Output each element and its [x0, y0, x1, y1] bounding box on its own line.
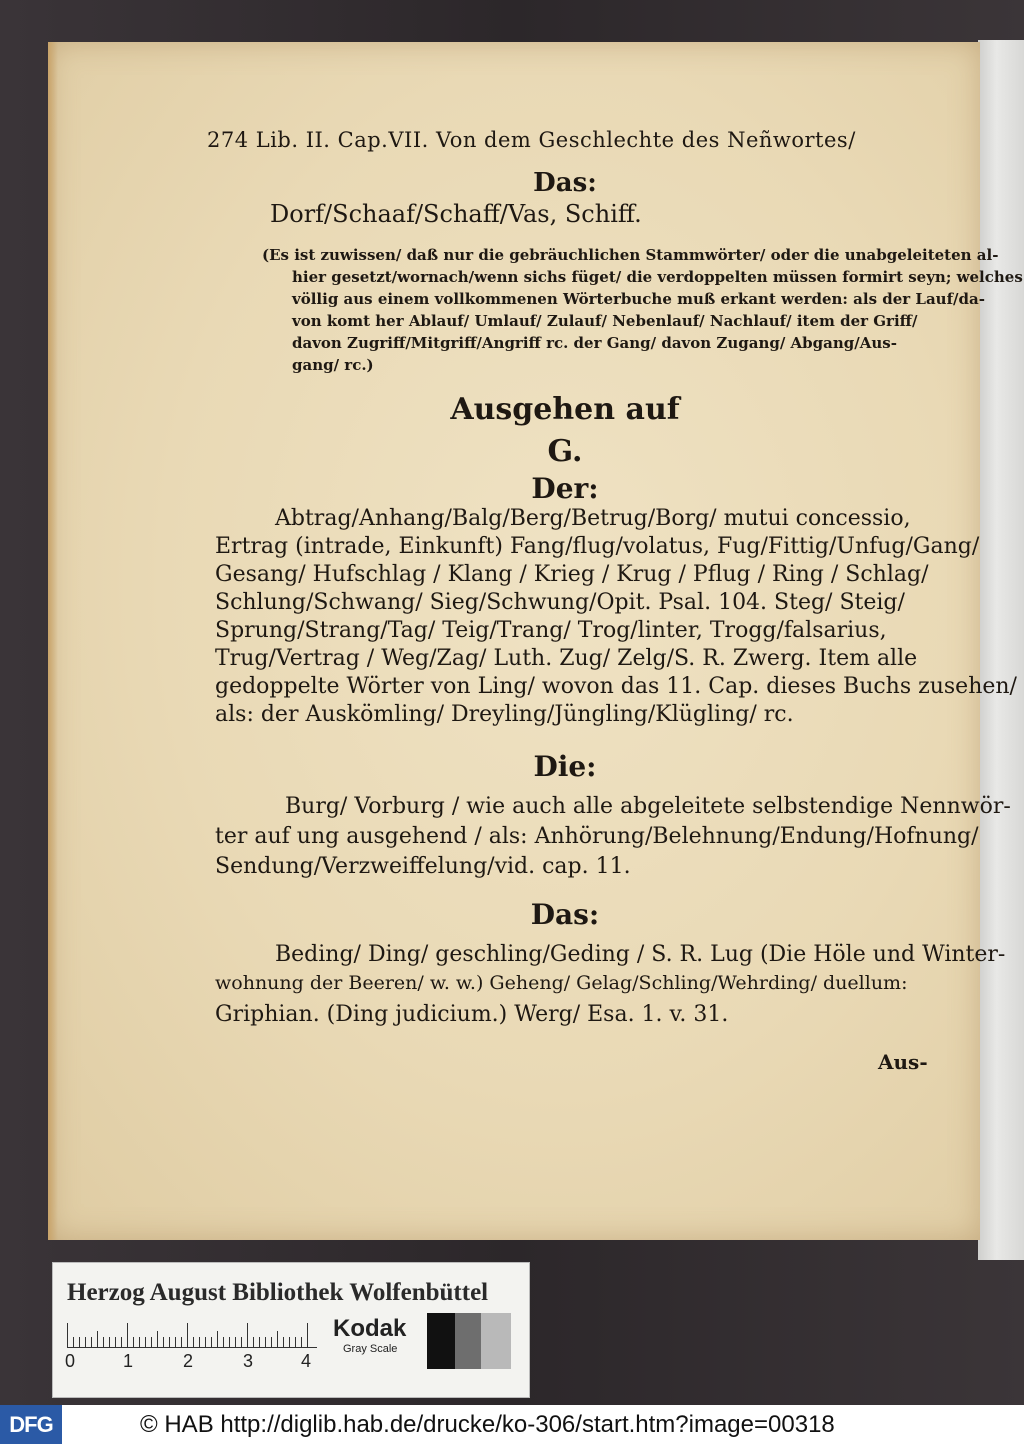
heading-letter: G. [547, 434, 583, 469]
ruler-tick [133, 1337, 134, 1347]
gray-swatch-black [427, 1313, 455, 1369]
body-line: Dorf/Schaaf/Schaff/Vas, Schiff. [270, 200, 642, 228]
ruler-tick [301, 1337, 302, 1347]
heading-die: Die: [533, 750, 597, 783]
ruler-tick [79, 1337, 80, 1347]
body-line: Schlung/Schwang/ Sieg/Schwung/Opit. Psal. 104. Steg/ Steig/ [215, 590, 905, 615]
body-line: gedoppelte Wörter von Ling/ wovon das 11. Cap. dieses Buchs zusehen/ [215, 674, 1017, 699]
ruler-tick [145, 1337, 146, 1347]
ruler-tick [193, 1337, 194, 1347]
running-head: 274 Lib. II. Cap.VII. Von dem Geschlechte des Neñwortes/ [207, 128, 856, 152]
ruler-number: 3 [243, 1351, 254, 1371]
gray-swatch-light [481, 1313, 511, 1369]
gray-scale-label: Gray Scale [343, 1343, 398, 1355]
ruler-tick [151, 1337, 152, 1347]
note-line: völlig aus einem vollkommenen Wörterbuche muß erkant werden: als der Lauf/da- [292, 290, 985, 308]
ruler-tick [211, 1337, 212, 1347]
body-line: als: der Auskömling/ Dreyling/Jüngling/Klügling/ rc. [215, 702, 794, 727]
ruler-tick [175, 1337, 176, 1347]
ruler-tick [127, 1323, 128, 1347]
kodak-logo: Kodak [333, 1315, 407, 1342]
body-line: Burg/ Vorburg / wie auch alle abgeleitete selbstendige Nennwör- [285, 794, 1011, 819]
ruler-number: 1 [123, 1351, 134, 1371]
ruler-tick [91, 1337, 92, 1347]
ruler-tick [271, 1337, 272, 1347]
ruler-tick [235, 1337, 236, 1347]
ruler-tick [265, 1337, 266, 1347]
next-page-edge [978, 40, 1024, 1260]
ruler-tick [97, 1331, 98, 1347]
ruler-tick [247, 1323, 248, 1347]
ruler-number: 2 [183, 1351, 194, 1371]
ruler-tick [109, 1337, 110, 1347]
ruler-tick [121, 1337, 122, 1347]
body-line: ter auf ung ausgehend / als: Anhörung/Belehnung/Endung/Hofnung/ [215, 824, 979, 849]
ruler-tick [259, 1337, 260, 1347]
footer-bar [0, 1405, 1024, 1444]
note-line: (Es ist zuwissen/ daß nur die gebräuchlichen Stammwörter/ oder die unabgeleiteten al- [262, 246, 999, 264]
body-line: Ertrag (intrade, Einkunft) Fang/flug/volatus, Fug/Fittig/Unfug/Gang/ [215, 534, 980, 559]
ruler-tick [157, 1331, 158, 1347]
body-line: Trug/Vertrag / Weg/Zag/ Luth. Zug/ Zelg/S. R. Zwerg. Item alle [215, 646, 918, 671]
copyright-url[interactable]: © HAB http://diglib.hab.de/drucke/ko-306/start.htm?image=00318 [140, 1411, 835, 1438]
note-line: gang/ rc.) [292, 356, 374, 374]
ruler-tick [295, 1337, 296, 1347]
body-line: wohnung der Beeren/ w. w.) Geheng/ Gelag/Schling/Wehrding/ duellum: [215, 972, 908, 994]
page-gutter-shadow [48, 42, 58, 1240]
ruler-number: 0 [65, 1351, 76, 1371]
body-line: Sprung/Strang/Tag/ Teig/Trang/ Trog/linter, Trogg/falsarius, [215, 618, 887, 643]
ruler-tick [187, 1323, 188, 1347]
ruler-tick [223, 1337, 224, 1347]
ruler-tick [199, 1337, 200, 1347]
ruler-tick [181, 1337, 182, 1347]
ruler-tick [307, 1323, 308, 1347]
library-name: Herzog August Bibliothek Wolfenbüttel [67, 1279, 489, 1306]
gray-swatch-dark [455, 1313, 481, 1369]
ruler-tick [253, 1337, 254, 1347]
ruler [67, 1323, 317, 1348]
ruler-tick [217, 1331, 218, 1347]
body-line: Sendung/Verzweiffelung/vid. cap. 11. [215, 854, 631, 879]
catchword: Aus- [878, 1050, 928, 1074]
note-line: hier gesetzt/wornach/wenn sichs füget/ die verdoppelten müssen formirt seyn; welches [292, 268, 1023, 286]
note-line: davon Zugriff/Mitgriff/Angriff rc. der Gang/ davon Zugang/ Abgang/Aus- [292, 334, 897, 352]
ruler-tick [163, 1337, 164, 1347]
ruler-tick [205, 1337, 206, 1347]
ruler-tick [283, 1337, 284, 1347]
ruler-tick [169, 1337, 170, 1347]
ruler-tick [241, 1337, 242, 1347]
ruler-tick [73, 1337, 74, 1347]
ruler-tick [67, 1323, 68, 1347]
heading-das-2: Das: [530, 898, 600, 931]
heading-der: Der: [531, 472, 599, 505]
heading-ausgehen-auf: Ausgehen auf [450, 392, 680, 427]
note-line: von komt her Ablauf/ Umlauf/ Zulauf/ Nebenlauf/ Nachlauf/ item der Griff/ [292, 312, 918, 330]
library-color-card [52, 1262, 530, 1398]
ruler-number: 4 [301, 1351, 312, 1371]
ruler-tick [115, 1337, 116, 1347]
heading-das-1: Das: [533, 168, 597, 198]
ruler-tick [229, 1337, 230, 1347]
ruler-tick [139, 1337, 140, 1347]
body-line: Abtrag/Anhang/Balg/Berg/Betrug/Borg/ mutui concessio, [275, 506, 911, 531]
ruler-tick [103, 1337, 104, 1347]
body-line: Griphian. (Ding judicium.) Werg/ Esa. 1. v. 31. [215, 1002, 729, 1027]
ruler-tick [85, 1337, 86, 1347]
body-line: Beding/ Ding/ geschling/Geding / S. R. Lug (Die Höle und Winter- [275, 942, 1006, 967]
ruler-tick [277, 1331, 278, 1347]
body-line: Gesang/ Hufschlag / Klang / Krieg / Krug / Pflug / Ring / Schlag/ [215, 562, 929, 587]
ruler-tick [289, 1337, 290, 1347]
dfg-logo: DFG [0, 1405, 62, 1444]
